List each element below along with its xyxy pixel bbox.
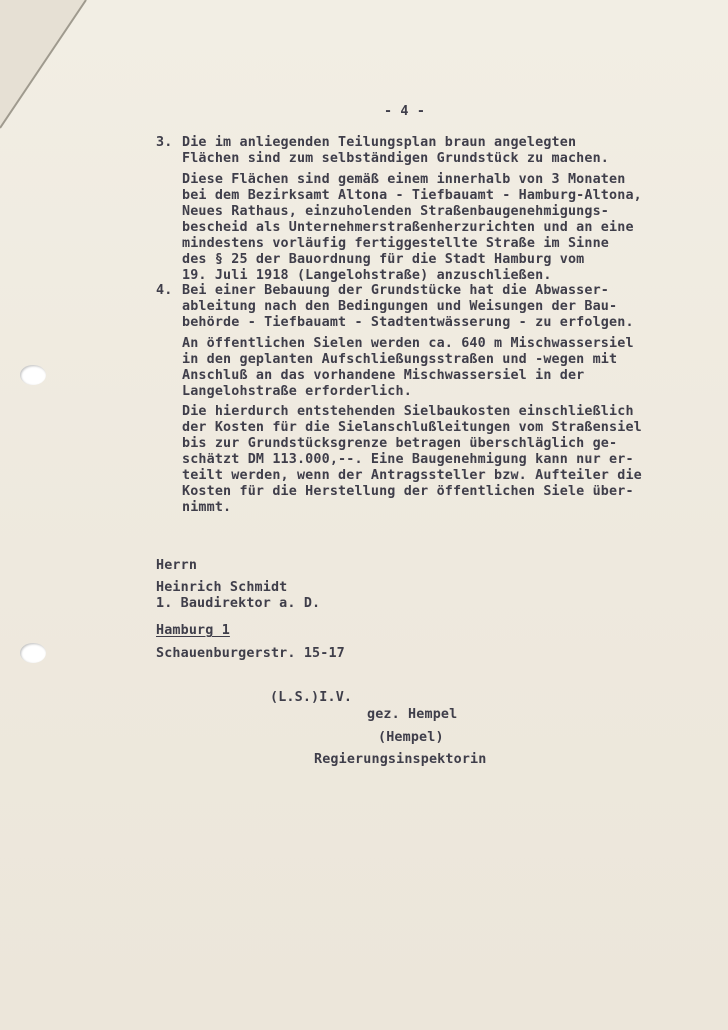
item3-body-line-6: des § 25 der Bauordnung für die Stadt Hamburg vom [182,252,585,267]
item4-para2-line-5: teilt werden, wenn der Antragssteller bzw. Aufteiler die [182,468,642,483]
address-street: Schauenburgerstr. 15-17 [156,646,345,661]
address-title: 1. Baudirektor a. D. [156,596,321,611]
address-salutation: Herrn [156,558,198,573]
item4-lead-line-2: ableitung nach den Bedingungen und Weisungen der Bau- [182,299,618,314]
item4-para2-line-2: der Kosten für die Sielanschlußleitungen vom Straßensiel [182,420,642,435]
item3-lead-line-2: Flächen sind zum selbständigen Grundstück zu machen. [182,151,610,166]
item4-para1-line-4: Langelohstraße erforderlich. [182,384,412,399]
item4-para2-line-7: nimmt. [182,500,232,515]
signer-role: Regierungsinspektorin [314,752,487,767]
item4-para2-line-4: schätzt DM 113.000,--. Eine Baugenehmigung kann nur er- [182,452,634,467]
signer-name: (Hempel) [378,730,444,745]
item4-para1-line-1: An öffentlichen Sielen werden ca. 640 m Mischwassersiel [182,336,634,351]
item4-lead-line-3: behörde - Tiefbauamt - Stadtentwässerung - zu erfolgen. [182,315,634,330]
folded-corner [0,0,90,130]
address-city: Hamburg 1 [156,623,230,638]
page-number: - 4 - [384,104,426,119]
item3-body-line-7: 19. Juli 1918 (Langelohstraße) anzuschließen. [182,268,552,283]
item4-para1-line-2: in den geplanten Aufschließungsstraßen und -wegen mit [182,352,618,367]
item3-body-line-4: bescheid als Unternehmerstraßenherzurichten und an eine [182,220,634,235]
item4-para1-line-3: Anschluß an das vorhandene Mischwassersiel in der [182,368,585,383]
signed-by: gez. Hempel [367,707,458,722]
address-name: Heinrich Schmidt [156,580,288,595]
item3-lead-line-1: Die im anliegenden Teilungsplan braun angelegten [182,135,577,150]
punch-hole-top [20,365,46,385]
punch-hole-bottom [20,643,46,663]
item3-body-line-1: Diese Flächen sind gemäß einem innerhalb von 3 Monaten [182,172,626,187]
item4-para2-line-3: bis zur Grundstücksgrenze betragen überschläglich ge- [182,436,618,451]
seal-marker: (L.S.)I.V. [270,690,353,705]
item4-number: 4. [156,283,173,298]
item4-lead-line-1: Bei einer Bebauung der Grundstücke hat die Abwasser- [182,283,610,298]
item4-para2-line-6: Kosten für die Herstellung der öffentlichen Siele über- [182,484,634,499]
item3-body-line-3: Neues Rathaus, einzuholenden Straßenbaugenehmigungs- [182,204,610,219]
item3-body-line-5: mindestens vorläufig fertiggestellte Straße im Sinne [182,236,610,251]
item3-number: 3. [156,135,173,150]
item3-body-line-2: bei dem Bezirksamt Altona - Tiefbauamt - Hamburg-Altona, [182,188,642,203]
item4-para2-line-1: Die hierdurch entstehenden Sielbaukosten einschließlich [182,404,634,419]
